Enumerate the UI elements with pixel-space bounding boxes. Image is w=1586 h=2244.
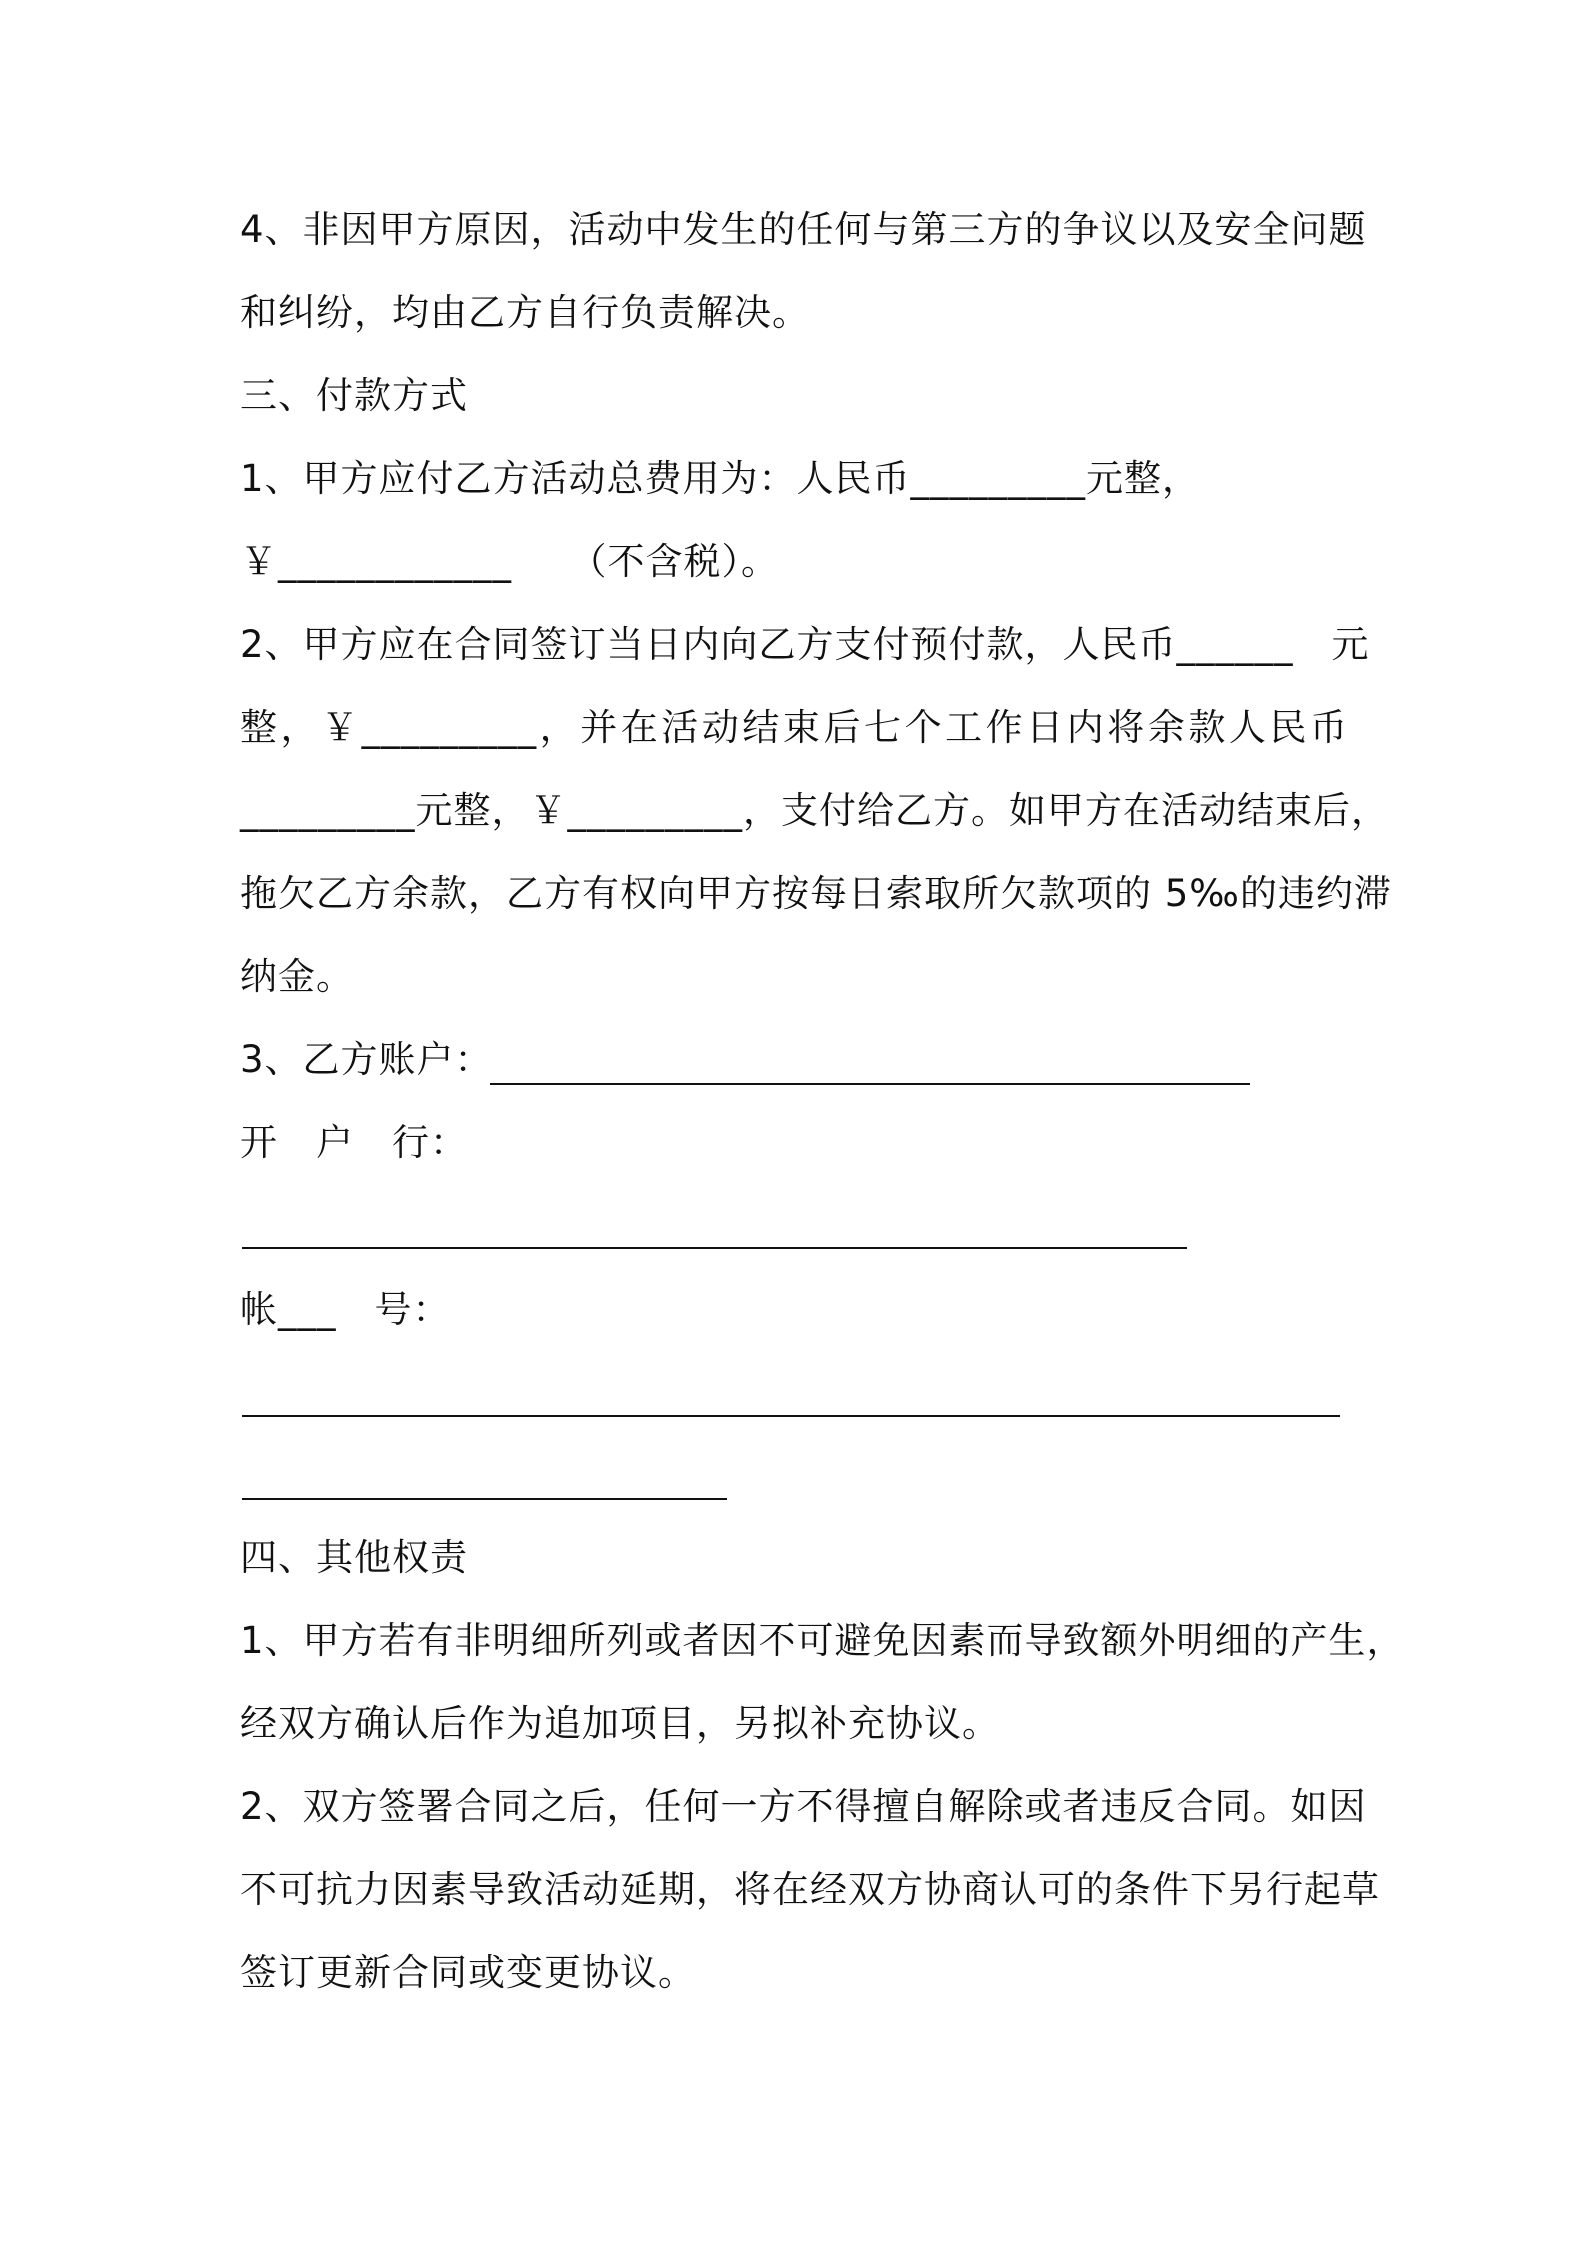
clause-4-2-line-3: 签订更新合同或变更协议。 bbox=[240, 1951, 696, 1994]
section-heading-payment: 三、付款方式 bbox=[240, 374, 468, 417]
clause-3-2-line-1: 2、甲方应在合同签订当日内向乙方支付预付款，人民币______ 元 bbox=[240, 623, 1370, 666]
account-number-label: 帐___ 号： bbox=[240, 1288, 451, 1331]
clause-2-4-line-1: 4、非因甲方原因，活动中发生的任何与第三方的争议以及安全问题 bbox=[240, 208, 1367, 251]
clause-3-3-account-label: 3、乙方账户： bbox=[240, 1038, 493, 1081]
clause-3-2-line-3: _________元整，￥_________，支付给乙方。如甲方在活动结束后， bbox=[240, 789, 1389, 832]
clause-3-2-line-4: 拖欠乙方余款，乙方有权向甲方按每日索取所欠款项的 5‰的违约滞 bbox=[240, 872, 1392, 915]
bank-blank-rule bbox=[242, 1247, 1187, 1249]
account-number-blank-rule-1 bbox=[242, 1415, 1340, 1417]
clause-3-2-line-5: 纳金。 bbox=[240, 955, 354, 998]
clause-3-1-line-1: 1、甲方应付乙方活动总费用为：人民币_________元整， bbox=[240, 457, 1201, 500]
clause-4-2-line-1: 2、双方签署合同之后，任何一方不得擅自解除或者违反合同。如因 bbox=[240, 1785, 1367, 1828]
section-heading-other-rights: 四、其他权责 bbox=[240, 1536, 468, 1579]
account-number-blank-rule-2 bbox=[242, 1498, 727, 1500]
clause-4-1-line-1: 1、甲方若有非明细所列或者因不可避免因素而导致额外明细的产生， bbox=[240, 1619, 1405, 1662]
bank-label: 开 户 行： bbox=[240, 1121, 468, 1164]
clause-3-1-line-2: ￥____________ （不含税）。 bbox=[240, 540, 779, 583]
clause-3-2-line-2: 整，￥_________，并在活动结束后七个工作日内将余款人民币 bbox=[240, 706, 1348, 749]
account-blank-rule bbox=[490, 1083, 1250, 1085]
clause-4-1-line-2: 经双方确认后作为追加项目，另拟补充协议。 bbox=[240, 1702, 1000, 1745]
clause-4-2-line-2: 不可抗力因素导致活动延期，将在经双方协商认可的条件下另行起草 bbox=[240, 1868, 1380, 1911]
clause-2-4-line-2: 和纠纷，均由乙方自行负责解决。 bbox=[240, 291, 810, 334]
